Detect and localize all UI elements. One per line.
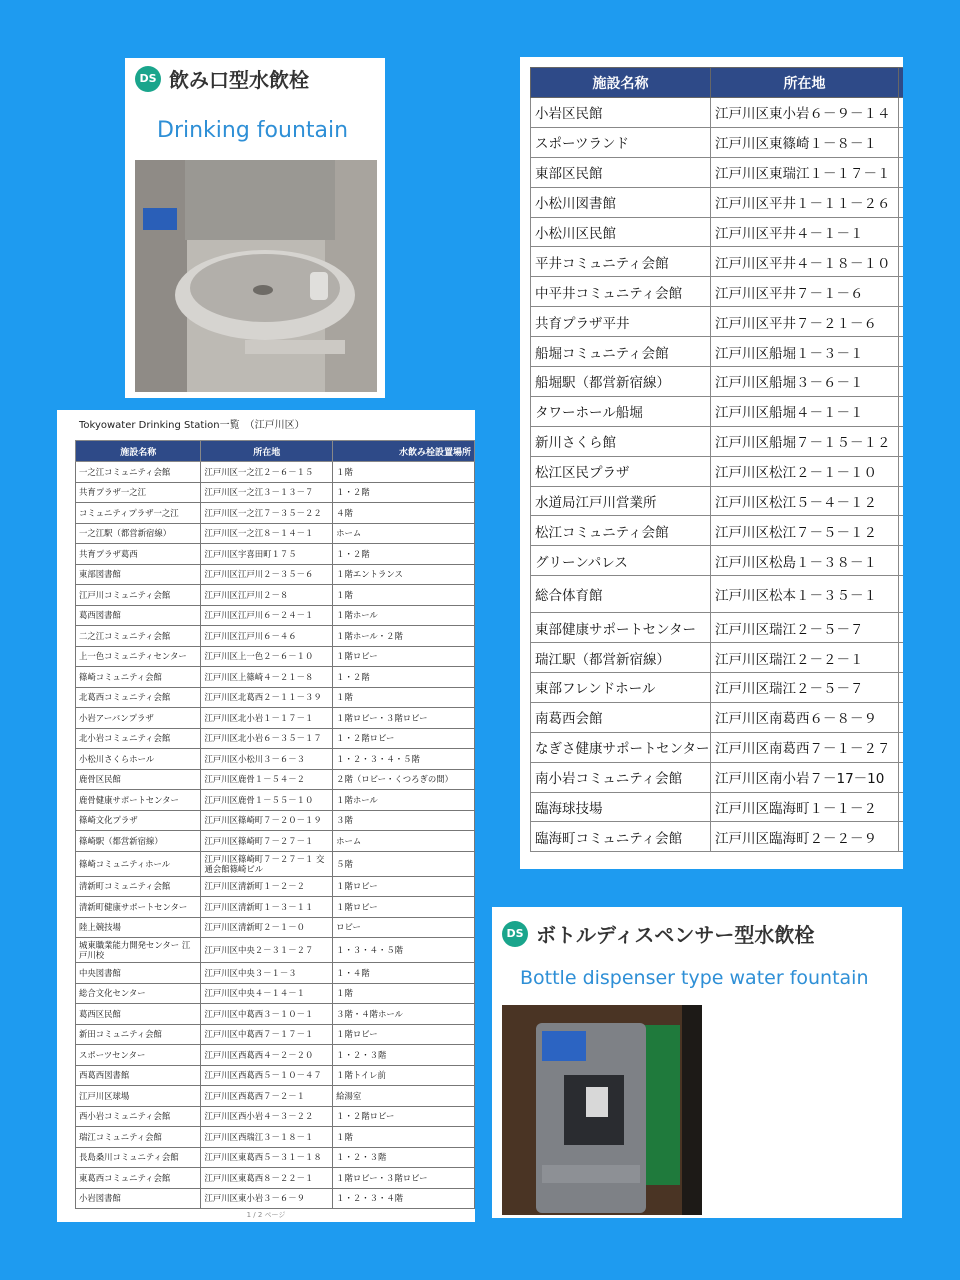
table-row — [76, 831, 475, 852]
cut-off-cell — [899, 337, 904, 367]
table-row — [76, 687, 475, 708]
page-footer: 1 / 2 ページ — [246, 1211, 286, 1219]
facility-address-cell: 江戸川区一之江２－６－１５ — [201, 462, 333, 483]
fountain-location-cell: １・２・３階 — [333, 1147, 475, 1168]
facility-address-cell: 江戸川区篠崎町７－２７－１ 交通会館篠崎ビル — [201, 851, 333, 876]
table-row — [76, 564, 475, 585]
facility-address-cell: 江戸川区西小岩４－３－２２ — [201, 1106, 333, 1127]
cut-off-cell — [899, 546, 904, 576]
fountain-location-cell: １・２階 — [333, 544, 475, 565]
cut-off-cell — [899, 456, 904, 486]
facility-address-cell: 江戸川区江戸川６－２４－１ — [201, 605, 333, 626]
table-row — [76, 585, 475, 606]
table-row — [531, 367, 904, 397]
facility-address-cell: 江戸川区松江７－５－１２ — [711, 516, 899, 546]
fountain-location-cell: １階ロビー・３階ロビー — [333, 708, 475, 729]
cut-off-cell — [899, 127, 904, 157]
facility-address-cell: 江戸川区南葛西７－１－２７ — [711, 732, 899, 762]
facility-address-cell: 江戸川区船堀４－１－１ — [711, 396, 899, 426]
facility-address-cell: 江戸川区江戸川２－８ — [201, 585, 333, 606]
facility-address-cell: 江戸川区平井７－１－６ — [711, 277, 899, 307]
facility-name-cell: 共育プラザ平井 — [531, 307, 711, 337]
table-row — [76, 1024, 475, 1045]
facility-name-cell: 一之江コミュニティ会館 — [76, 462, 201, 483]
facility-address-cell: 江戸川区篠崎町７－２０－１９ — [201, 810, 333, 831]
facility-name-cell: 松江コミュニティ会館 — [531, 516, 711, 546]
cut-off-cell — [899, 516, 904, 546]
table-row — [76, 810, 475, 831]
facility-list-table — [75, 440, 475, 1209]
facility-table-continued — [530, 67, 903, 852]
fountain-location-cell: １階ロビー — [333, 876, 475, 897]
cut-off-cell — [899, 486, 904, 516]
ds-logo-icon: DS — [135, 66, 161, 92]
facility-address-cell: 江戸川区北小岩６－３５－１７ — [201, 728, 333, 749]
table-row — [531, 546, 904, 576]
facility-address-cell: 江戸川区上篠崎４－２１－８ — [201, 667, 333, 688]
facility-address-cell: 江戸川区南葛西６－８－９ — [711, 702, 899, 732]
fountain-location-cell: １階 — [333, 983, 475, 1004]
facility-name-cell: 松江区民プラザ — [531, 456, 711, 486]
table-row — [76, 1168, 475, 1189]
facility-address-cell: 江戸川区鹿骨１－５５－１０ — [201, 790, 333, 811]
facility-address-cell: 江戸川区平井７－２１－６ — [711, 307, 899, 337]
facility-address-cell: 江戸川区松江２－１－１０ — [711, 456, 899, 486]
fountain-location-cell: １階ロビー — [333, 897, 475, 918]
facility-address-cell: 江戸川区臨海町１－１－２ — [711, 792, 899, 822]
facility-name-cell: 篠崎駅（都営新宿線） — [76, 831, 201, 852]
facility-name-cell: 東部区民館 — [531, 157, 711, 187]
facility-name-cell: 南葛西会館 — [531, 702, 711, 732]
facility-name-cell: 城東職業能力開発センター 江戸川校 — [76, 938, 201, 963]
ds-logo-icon: DS — [502, 921, 528, 947]
facility-address-cell: 江戸川区松島１－３８－１ — [711, 546, 899, 576]
table-row — [76, 667, 475, 688]
cut-off-cell — [899, 613, 904, 643]
facility-address-cell: 江戸川区平井１－１１－２６ — [711, 187, 899, 217]
facility-name-cell: 小松川区民館 — [531, 217, 711, 247]
facility-name-cell: 北小岩コミュニティ会館 — [76, 728, 201, 749]
drinking-fountain-header — [135, 64, 309, 93]
fountain-location-cell: １・４階 — [333, 963, 475, 984]
facility-address-cell: 江戸川区船堀３－６－１ — [711, 367, 899, 397]
table-row — [531, 643, 904, 673]
cut-off-cell — [899, 822, 904, 852]
table-row — [76, 983, 475, 1004]
facility-name-cell: 新田コミュニティ会館 — [76, 1024, 201, 1045]
facility-name-cell: 平井コミュニティ会館 — [531, 247, 711, 277]
table-row — [76, 482, 475, 503]
fountain-location-cell: １階ホール・２階 — [333, 626, 475, 647]
table-header-row — [531, 68, 904, 98]
facility-name-cell: 東葛西コミュニティ会館 — [76, 1168, 201, 1189]
facility-name-cell: 臨海町コミュニティ会館 — [531, 822, 711, 852]
table-row — [76, 1127, 475, 1148]
facility-address-cell: 江戸川区鹿骨１－５４－２ — [201, 769, 333, 790]
table-row — [76, 749, 475, 770]
facility-name-cell: グリーンパレス — [531, 546, 711, 576]
facility-address-cell: 江戸川区東小岩６－９－１４ — [711, 98, 899, 128]
column-header-cut — [899, 68, 904, 98]
facility-address-cell: 江戸川区江戸川６－４６ — [201, 626, 333, 647]
fountain-location-cell: １・２階ロビー — [333, 1106, 475, 1127]
facility-address-cell: 江戸川区船堀１－３－１ — [711, 337, 899, 367]
table-row — [531, 187, 904, 217]
facility-address-cell: 江戸川区瑞江２－５－７ — [711, 613, 899, 643]
facility-name-cell: 清新町コミュニティ会館 — [76, 876, 201, 897]
table-row — [531, 576, 904, 613]
table-row — [531, 673, 904, 703]
facility-name-cell: 総合文化センター — [76, 983, 201, 1004]
fountain-location-cell: １階ロビー・３階ロビー — [333, 1168, 475, 1189]
facility-name-cell: 小松川図書館 — [531, 187, 711, 217]
table-row — [76, 605, 475, 626]
facility-name-cell: 葛西区民館 — [76, 1004, 201, 1025]
bottle-dispenser-title-en: Bottle dispenser type water fountain — [520, 967, 869, 989]
cut-off-cell — [899, 396, 904, 426]
facility-address-cell: 江戸川区平井４－１－１ — [711, 217, 899, 247]
column-header-location: 水飲み栓設置場所 — [333, 441, 475, 462]
facility-name-cell: 総合体育館 — [531, 576, 711, 613]
fountain-location-cell: １階トイレ前 — [333, 1065, 475, 1086]
facility-name-cell: スポーツセンター — [76, 1045, 201, 1066]
cut-off-cell — [899, 307, 904, 337]
table-row — [531, 217, 904, 247]
facility-name-cell: 共育プラザ一之江 — [76, 482, 201, 503]
facility-name-cell: 共育プラザ葛西 — [76, 544, 201, 565]
fountain-location-cell: １・２階 — [333, 667, 475, 688]
cut-off-cell — [899, 673, 904, 703]
facility-address-cell: 江戸川区上一色２－６－１０ — [201, 646, 333, 667]
fountain-location-cell: １・２・３階 — [333, 1045, 475, 1066]
cut-off-cell — [899, 367, 904, 397]
facility-address-cell: 江戸川区篠崎町７－２７－１ — [201, 831, 333, 852]
table-row — [76, 1147, 475, 1168]
fountain-location-cell: １階ロビー — [333, 646, 475, 667]
fountain-location-cell: １階 — [333, 1127, 475, 1148]
facility-name-cell: 篠崎コミュニティ会館 — [76, 667, 201, 688]
cut-off-cell — [899, 732, 904, 762]
table-row — [531, 486, 904, 516]
facility-name-cell: 小岩図書館 — [76, 1188, 201, 1209]
cut-off-cell — [899, 576, 904, 613]
bottle-dispenser-header — [502, 919, 814, 948]
bottle-dispenser-title-ja: ボトルディスペンサー型水飲栓 — [536, 923, 815, 947]
cut-off-cell — [899, 247, 904, 277]
facility-address-cell: 江戸川区江戸川２－３５－６ — [201, 564, 333, 585]
table-row — [531, 456, 904, 486]
table-row — [531, 613, 904, 643]
table-row — [531, 762, 904, 792]
fountain-location-cell: １階エントランス — [333, 564, 475, 585]
table-row — [76, 1045, 475, 1066]
facility-name-cell: 新川さくら館 — [531, 426, 711, 456]
table-row — [76, 1188, 475, 1209]
facility-address-cell: 江戸川区北小岩１－１７－１ — [201, 708, 333, 729]
facility-address-cell: 江戸川区東篠崎１－８－１ — [711, 127, 899, 157]
facility-address-cell: 江戸川区東葛西５－３１－１８ — [201, 1147, 333, 1168]
fountain-location-cell: １階 — [333, 462, 475, 483]
table-row — [76, 1086, 475, 1107]
facility-address-cell: 江戸川区南小岩７－17－10 — [711, 762, 899, 792]
facility-address-cell: 江戸川区松本１－３５－１ — [711, 576, 899, 613]
table-row — [76, 646, 475, 667]
fountain-location-cell: １階 — [333, 687, 475, 708]
drinking-fountain-title-ja: 飲み口型水飲栓 — [169, 68, 309, 92]
facility-name-cell: 南小岩コミュニティ会館 — [531, 762, 711, 792]
fountain-location-cell: ４階 — [333, 503, 475, 524]
facility-address-cell: 江戸川区西葛西５－１０－４７ — [201, 1065, 333, 1086]
table-row — [76, 1106, 475, 1127]
drinking-fountain-title-en: Drinking fountain — [157, 118, 349, 143]
table-row — [76, 462, 475, 483]
facility-address-cell: 江戸川区平井４－１８－１０ — [711, 247, 899, 277]
facility-name-cell: 小松川さくらホール — [76, 749, 201, 770]
table-row — [76, 876, 475, 897]
facility-address-cell: 江戸川区清新町２－１－０ — [201, 917, 333, 938]
column-header-address: 所在地 — [201, 441, 333, 462]
facility-name-cell: 臨海球技場 — [531, 792, 711, 822]
facility-name-cell: 葛西図書館 — [76, 605, 201, 626]
facility-name-cell: 二之江コミュニティ会館 — [76, 626, 201, 647]
facility-address-cell: 江戸川区北葛西２－１１－３９ — [201, 687, 333, 708]
facility-name-cell: スポーツランド — [531, 127, 711, 157]
fountain-location-cell: １階ホール — [333, 605, 475, 626]
facility-address-cell: 江戸川区東葛西８－２２－１ — [201, 1168, 333, 1189]
table-row — [531, 307, 904, 337]
column-header-name: 施設名称 — [76, 441, 201, 462]
column-header-name: 施設名称 — [531, 68, 711, 98]
table-row — [76, 1004, 475, 1025]
facility-address-cell: 江戸川区東小岩３－６－９ — [201, 1188, 333, 1209]
cut-off-cell — [899, 792, 904, 822]
facility-address-cell: 江戸川区一之江８－１４－１ — [201, 523, 333, 544]
facility-address-cell: 江戸川区中央２－３１－２７ — [201, 938, 333, 963]
facility-name-cell: 東部フレンドホール — [531, 673, 711, 703]
fountain-location-cell: ２階（ロビー・くつろぎの間） — [333, 769, 475, 790]
facility-address-cell: 江戸川区中央３－１－３ — [201, 963, 333, 984]
facility-address-cell: 江戸川区清新町１－２－２ — [201, 876, 333, 897]
cut-off-cell — [899, 643, 904, 673]
facility-address-cell: 江戸川区清新町１－３－１１ — [201, 897, 333, 918]
facility-name-cell: 篠崎文化プラザ — [76, 810, 201, 831]
cut-off-cell — [899, 277, 904, 307]
cut-off-cell — [899, 157, 904, 187]
cut-off-cell — [899, 426, 904, 456]
table-row — [531, 396, 904, 426]
facility-name-cell: 一之江駅（都営新宿線） — [76, 523, 201, 544]
table-row — [531, 792, 904, 822]
facility-address-cell: 江戸川区松江５－４－１２ — [711, 486, 899, 516]
facility-name-cell: 東部健康サポートセンター — [531, 613, 711, 643]
facility-address-cell: 江戸川区西葛西７－２－１ — [201, 1086, 333, 1107]
facility-name-cell: 鹿骨健康サポートセンター — [76, 790, 201, 811]
facility-address-cell: 江戸川区一之江３－１３－７ — [201, 482, 333, 503]
facility-name-cell: なぎさ健康サポートセンター — [531, 732, 711, 762]
facility-name-cell: 江戸川コミュニティ会館 — [76, 585, 201, 606]
facility-address-cell: 江戸川区船堀７－１５－１２ — [711, 426, 899, 456]
facility-address-cell: 江戸川区宇喜田町１７５ — [201, 544, 333, 565]
fountain-location-cell: １階 — [333, 585, 475, 606]
fountain-location-cell: １・２・３・４・５階 — [333, 749, 475, 770]
cut-off-cell — [899, 98, 904, 128]
table-row — [531, 157, 904, 187]
table-row — [531, 337, 904, 367]
table-row — [76, 728, 475, 749]
fountain-location-cell: ロビー — [333, 917, 475, 938]
facility-name-cell: 船堀コミュニティ会館 — [531, 337, 711, 367]
facility-address-cell: 江戸川区小松川３－６－３ — [201, 749, 333, 770]
facility-address-cell: 江戸川区瑞江２－２－１ — [711, 643, 899, 673]
table-row — [531, 822, 904, 852]
table-header-row — [76, 441, 475, 462]
facility-address-cell: 江戸川区中葛西７－１７－１ — [201, 1024, 333, 1045]
list-document-title: Tokyowater Drinking Station一覧 （江戸川区） — [79, 420, 305, 431]
table-row — [76, 963, 475, 984]
table-row — [76, 897, 475, 918]
facility-name-cell: 中央図書館 — [76, 963, 201, 984]
facility-name-cell: 船堀駅（都営新宿線） — [531, 367, 711, 397]
fountain-location-cell: ホーム — [333, 523, 475, 544]
facility-name-cell: 北葛西コミュニティ会館 — [76, 687, 201, 708]
table-row — [531, 426, 904, 456]
table-row — [531, 98, 904, 128]
facility-name-cell: 西葛西図書館 — [76, 1065, 201, 1086]
table-row — [531, 702, 904, 732]
facility-address-cell: 江戸川区西瑞江３－１８－１ — [201, 1127, 333, 1148]
facility-list-document — [57, 410, 475, 1222]
fountain-location-cell: 給湯室 — [333, 1086, 475, 1107]
table-row — [76, 544, 475, 565]
facility-name-cell: 水道局江戸川営業所 — [531, 486, 711, 516]
fountain-location-cell: １・３・４・５階 — [333, 938, 475, 963]
facility-name-cell: 江戸川区球場 — [76, 1086, 201, 1107]
facility-address-cell: 江戸川区瑞江２－５－７ — [711, 673, 899, 703]
table-row — [76, 708, 475, 729]
fountain-location-cell: １・２・３・４階 — [333, 1188, 475, 1209]
bottle-dispenser-photo — [502, 1005, 702, 1215]
table-row — [76, 523, 475, 544]
facility-address-cell: 江戸川区西葛西４－２－２０ — [201, 1045, 333, 1066]
table-row — [76, 851, 475, 876]
table-row — [531, 277, 904, 307]
facility-name-cell: 清新町健康サポートセンター — [76, 897, 201, 918]
fountain-location-cell: ５階 — [333, 851, 475, 876]
drinking-fountain-photo — [135, 160, 377, 392]
table-row — [531, 732, 904, 762]
table-row — [76, 938, 475, 963]
facility-address-cell: 江戸川区一之江７－３５－２２ — [201, 503, 333, 524]
cut-off-cell — [899, 217, 904, 247]
facility-name-cell: 篠崎コミュニティホール — [76, 851, 201, 876]
cut-off-cell — [899, 762, 904, 792]
column-header-address: 所在地 — [711, 68, 899, 98]
facility-name-cell: 上一色コミュニティセンター — [76, 646, 201, 667]
cut-off-cell — [899, 702, 904, 732]
drinking-fountain-card — [125, 58, 385, 398]
facility-address-cell: 江戸川区中央４－１４－１ — [201, 983, 333, 1004]
cut-off-cell — [899, 187, 904, 217]
facility-name-cell: 小岩区民館 — [531, 98, 711, 128]
facility-address-cell: 江戸川区中葛西３－１０－１ — [201, 1004, 333, 1025]
facility-name-cell: 陸上競技場 — [76, 917, 201, 938]
table-row — [531, 127, 904, 157]
facility-name-cell: 瑞江駅（都営新宿線） — [531, 643, 711, 673]
table-row — [76, 917, 475, 938]
table-row — [76, 790, 475, 811]
fountain-location-cell: １階ロビー — [333, 1024, 475, 1045]
table-row — [76, 626, 475, 647]
facility-address-cell: 江戸川区臨海町２－２－９ — [711, 822, 899, 852]
facility-name-cell: 瑞江コミュニティ会館 — [76, 1127, 201, 1148]
fountain-location-cell: １・２階ロビー — [333, 728, 475, 749]
fountain-location-cell: ホーム — [333, 831, 475, 852]
table-row — [76, 769, 475, 790]
fountain-location-cell: １・２階 — [333, 482, 475, 503]
table-row — [76, 1065, 475, 1086]
bottle-dispenser-card — [492, 907, 902, 1218]
facility-address-cell: 江戸川区東瑞江１－１７－１ — [711, 157, 899, 187]
facility-name-cell: 鹿骨区民館 — [76, 769, 201, 790]
fountain-location-cell: ３階 — [333, 810, 475, 831]
facility-name-cell: 東部図書館 — [76, 564, 201, 585]
facility-name-cell: タワーホール船堀 — [531, 396, 711, 426]
fountain-location-cell: １階ホール — [333, 790, 475, 811]
facility-name-cell: 西小岩コミュニティ会館 — [76, 1106, 201, 1127]
table-row — [531, 516, 904, 546]
facility-name-cell: 中平井コミュニティ会館 — [531, 277, 711, 307]
facility-name-cell: 長島桑川コミュニティ会館 — [76, 1147, 201, 1168]
facility-name-cell: コミュニティプラザ一之江 — [76, 503, 201, 524]
facility-name-cell: 小岩アーバンプラザ — [76, 708, 201, 729]
table-row — [531, 247, 904, 277]
facility-list-continued — [520, 57, 903, 869]
table-row — [76, 503, 475, 524]
fountain-location-cell: ３階・４階ホール — [333, 1004, 475, 1025]
